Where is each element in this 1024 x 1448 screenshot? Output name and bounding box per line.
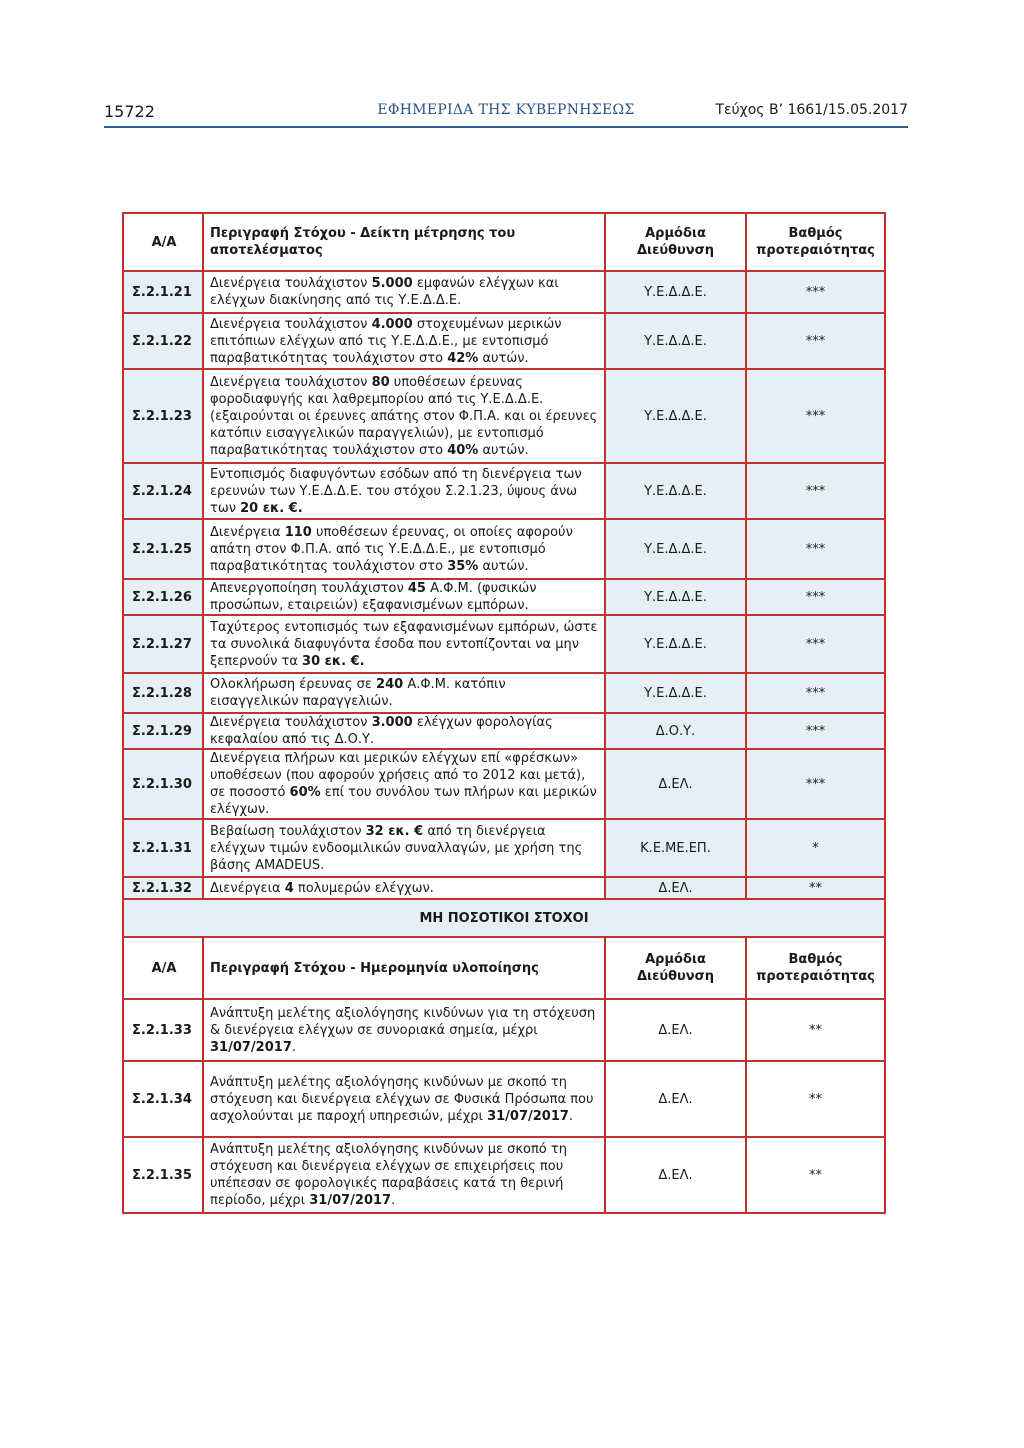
description-text: Διενέργεια τουλάχιστον xyxy=(210,316,372,332)
table-row xyxy=(123,673,885,713)
description-text: Διενέργεια xyxy=(210,880,285,896)
goal-priority: *** xyxy=(746,519,885,579)
goal-directorate: Υ.Ε.Δ.Δ.Ε. xyxy=(605,615,746,673)
goal-id: Σ.2.1.34 xyxy=(123,1061,203,1137)
goal-priority: *** xyxy=(746,369,885,463)
header-priority: Βαθμός προτεραιότητας xyxy=(746,213,885,271)
description-text: Ανάπτυξη μελέτης αξιολόγησης κινδύνων με σκοπό τη στόχευση και διενέργεια ελέγχων σε Φυσικά Πρόσωπα που ασχολούνται με παροχή υπηρεσιών, μέχρι xyxy=(210,1074,594,1124)
description-text: Α.Φ.Μ. κατόπιν εισαγγελικών παραγγελιών. xyxy=(210,677,506,709)
table-row xyxy=(123,819,885,877)
description-text: Διενέργεια τουλάχιστον xyxy=(210,715,372,730)
table-header-row xyxy=(123,937,885,999)
highlight-value: 4.000 xyxy=(371,316,413,332)
table-row xyxy=(123,749,885,819)
goal-directorate: Υ.Ε.Δ.Δ.Ε. xyxy=(605,673,746,713)
goal-id: Σ.2.1.28 xyxy=(123,673,203,713)
highlight-value: 45 xyxy=(407,581,426,596)
description-text: εμφανών ελέγχων και ελέγχων διακίνησης από τις Υ.Ε.Δ.Δ.Ε. xyxy=(210,276,559,308)
description-text: Βεβαίωση τουλάχιστον xyxy=(210,823,366,839)
highlight-value: 31/07/2017 xyxy=(309,1193,392,1208)
description-text: Απενεργοποίηση τουλάχιστον xyxy=(210,581,408,596)
goal-description xyxy=(203,1137,605,1213)
goal-description xyxy=(203,615,605,673)
page-number: 15722 xyxy=(104,102,155,121)
goal-priority: ** xyxy=(746,877,885,899)
goal-id: Σ.2.1.24 xyxy=(123,463,203,519)
highlight-value: 80 xyxy=(371,374,390,390)
goal-priority: ** xyxy=(746,1061,885,1137)
description-text: Διενέργεια τουλάχιστον xyxy=(210,276,372,291)
goal-priority: ** xyxy=(746,1137,885,1213)
goal-directorate: Υ.Ε.Δ.Δ.Ε. xyxy=(605,271,746,313)
header-directorate: Αρμόδια Διεύθυνση xyxy=(605,937,746,999)
gazette-title: ΕΦΗΜΕΡΙΔΑ ΤΗΣ ΚΥΒΕΡΝΗΣΕΩΣ xyxy=(377,102,635,118)
goal-id: Σ.2.1.35 xyxy=(123,1137,203,1213)
goals-table xyxy=(122,212,886,1214)
section-title: ΜΗ ΠΟΣΟΤΙΚΟΙ ΣΤΟΧΟΙ xyxy=(123,899,885,937)
goal-directorate: Δ.Ο.Υ. xyxy=(605,713,746,749)
highlight-value: 40% xyxy=(447,442,479,458)
highlight-value: 32 εκ. € xyxy=(365,823,424,839)
description-text: Διενέργεια xyxy=(210,524,285,540)
highlight-value: 31/07/2017 xyxy=(487,1108,569,1124)
description-text: Διενέργεια πλήρων και μερικών ελέγχων επί «φρέσκων» υποθέσεων (που αφορούν χρήσεις από το 2012 και μετά), σε ποσοστό xyxy=(210,751,586,800)
goals-table-body xyxy=(123,213,885,1213)
description-text: αυτών. xyxy=(478,558,529,574)
description-text: Διενέργεια τουλάχιστον xyxy=(210,374,372,390)
highlight-value: 20 εκ. €. xyxy=(240,500,303,516)
goal-description xyxy=(203,271,605,313)
header-priority: Βαθμός προτεραιότητας xyxy=(746,937,885,999)
table-row xyxy=(123,271,885,313)
table-row xyxy=(123,713,885,749)
description-text: Ανάπτυξη μελέτης αξιολόγησης κινδύνων με σκοπό τη στόχευση και διενέργεια ελέγχων σε επιχειρήσεις που υπέπεσαν σε φορολογικές παραβάσεις κατά τη θερινή περίοδο, μέχρι xyxy=(210,1142,567,1208)
description-text: Ολοκλήρωση έρευνας σε xyxy=(210,677,377,692)
table-row xyxy=(123,313,885,369)
description-text: . xyxy=(391,1193,396,1208)
header-aa: Α/Α xyxy=(123,937,203,999)
goal-directorate: Δ.ΕΛ. xyxy=(605,1061,746,1137)
goal-directorate: Υ.Ε.Δ.Δ.Ε. xyxy=(605,463,746,519)
description-text: αυτών. xyxy=(478,442,529,458)
description-text: Ανάπτυξη μελέτης αξιολόγησης κινδύνων για τη στόχευση & διενέργεια ελέγχων σε συνοριακά σημεία, μέχρι xyxy=(210,1005,596,1038)
goal-description xyxy=(203,313,605,369)
description-text: πολυμερών ελέγχων. xyxy=(293,880,434,896)
goal-id: Σ.2.1.21 xyxy=(123,271,203,313)
description-text: αυτών. xyxy=(478,350,529,366)
goal-id: Σ.2.1.30 xyxy=(123,749,203,819)
highlight-value: 240 xyxy=(376,677,404,692)
goal-description xyxy=(203,673,605,713)
description-text: στοχευμένων μερικών επιτόπιων ελέγχων από τις Υ.Ε.Δ.Δ.Ε., με εντοπισμό παραβατικότητας τουλάχιστον στο xyxy=(210,316,562,366)
goal-priority: *** xyxy=(746,463,885,519)
goal-description xyxy=(203,877,605,899)
table-header-row xyxy=(123,213,885,271)
goal-description xyxy=(203,819,605,877)
goal-directorate: Υ.Ε.Δ.Δ.Ε. xyxy=(605,519,746,579)
description-text: υποθέσεων έρευνας φοροδιαφυγής και λαθρεμπορίου από τις Υ.Ε.Δ.Δ.Ε. (εξαιρούνται οι έρευνες απάτης στον Φ.Π.Α. και οι έρευνες κατόπιν εισαγγελικών παραγγελιών), με εντοπισμό παραβατικότητας τουλάχιστον στο xyxy=(210,374,598,458)
goal-id: Σ.2.1.29 xyxy=(123,713,203,749)
header-description: Περιγραφή Στόχου - Ημερομηνία υλοποίησης xyxy=(203,937,605,999)
goal-priority: *** xyxy=(746,579,885,615)
highlight-value: 4 xyxy=(284,880,294,896)
description-text: Ταχύτερος εντοπισμός των εξαφανισμένων εμπόρων, ώστε τα συνολικά διαφυγόντα έσοδα που εντοπίζονται να μην ξεπερνούν τα xyxy=(210,619,598,669)
header-aa: Α/Α xyxy=(123,213,203,271)
goal-directorate: Υ.Ε.Δ.Δ.Ε. xyxy=(605,313,746,369)
table-row xyxy=(123,877,885,899)
goal-description xyxy=(203,713,605,749)
goal-description xyxy=(203,369,605,463)
goal-directorate: Δ.ΕΛ. xyxy=(605,1137,746,1213)
goal-directorate: Δ.ΕΛ. xyxy=(605,877,746,899)
goal-id: Σ.2.1.22 xyxy=(123,313,203,369)
table-row xyxy=(123,519,885,579)
goal-directorate: Υ.Ε.Δ.Δ.Ε. xyxy=(605,579,746,615)
highlight-value: 3.000 xyxy=(371,715,413,730)
goal-priority: *** xyxy=(746,673,885,713)
goal-priority: *** xyxy=(746,713,885,749)
goal-id: Σ.2.1.31 xyxy=(123,819,203,877)
description-text: Εντοπισμός διαφυγόντων εσόδων από τη διενέργεια των ερευνών των Υ.Ε.Δ.Δ.Ε. του στόχου Σ.2.1.23, ύψους άνω των xyxy=(210,466,582,516)
goal-description xyxy=(203,519,605,579)
goal-directorate: Δ.ΕΛ. xyxy=(605,749,746,819)
page-header xyxy=(104,98,908,128)
table-row xyxy=(123,1061,885,1137)
highlight-value: 42% xyxy=(447,350,479,366)
highlight-value: 110 xyxy=(284,524,312,540)
description-text: . xyxy=(291,1039,296,1055)
goal-directorate: Υ.Ε.Δ.Δ.Ε. xyxy=(605,369,746,463)
goal-description xyxy=(203,999,605,1061)
highlight-value: 30 εκ. €. xyxy=(302,653,365,669)
goal-id: Σ.2.1.23 xyxy=(123,369,203,463)
goal-priority: ** xyxy=(746,999,885,1061)
description-text: Α.Φ.Μ. (φυσικών προσώπων, εταιρειών) εξαφανισμένων εμπόρων. xyxy=(210,581,537,613)
goal-description xyxy=(203,749,605,819)
issue-info: Τεύχος Β’ 1661/15.05.2017 xyxy=(715,102,908,118)
goal-priority: *** xyxy=(746,749,885,819)
goal-priority: *** xyxy=(746,313,885,369)
goal-priority: *** xyxy=(746,615,885,673)
goal-id: Σ.2.1.27 xyxy=(123,615,203,673)
goal-id: Σ.2.1.26 xyxy=(123,579,203,615)
table-row xyxy=(123,369,885,463)
highlight-value: 5.000 xyxy=(371,276,413,291)
section-title-row xyxy=(123,899,885,937)
goal-priority: *** xyxy=(746,271,885,313)
header-directorate: Αρμόδια Διεύθυνση xyxy=(605,213,746,271)
goal-priority: * xyxy=(746,819,885,877)
table-row xyxy=(123,1137,885,1213)
goal-description xyxy=(203,1061,605,1137)
goal-directorate: Δ.ΕΛ. xyxy=(605,999,746,1061)
description-text: υποθέσεων έρευνας, οι οποίες αφορούν απάτη στον Φ.Π.Α. από τις Υ.Ε.Δ.Δ.Ε., με εντοπισμό παραβατικότητας τουλάχιστον στο xyxy=(210,524,573,574)
description-text: ελέγχων φορολογίας κεφαλαίου από τις Δ.Ο.Υ. xyxy=(210,715,553,747)
header-description: Περιγραφή Στόχου - Δείκτη μέτρησης του αποτελέσματος xyxy=(203,213,605,271)
table-row xyxy=(123,463,885,519)
goal-description xyxy=(203,579,605,615)
highlight-value: 35% xyxy=(447,558,479,574)
highlight-value: 60% xyxy=(289,785,321,800)
goal-id: Σ.2.1.33 xyxy=(123,999,203,1061)
table-row xyxy=(123,579,885,615)
description-text: επί του συνόλου των πλήρων και μερικών ελέγχων. xyxy=(210,785,597,817)
table-row xyxy=(123,615,885,673)
highlight-value: 31/07/2017 xyxy=(210,1039,292,1055)
goal-directorate: Κ.Ε.ΜΕ.ΕΠ. xyxy=(605,819,746,877)
goal-description xyxy=(203,463,605,519)
goal-id: Σ.2.1.25 xyxy=(123,519,203,579)
table-row xyxy=(123,999,885,1061)
goal-id: Σ.2.1.32 xyxy=(123,877,203,899)
description-text: από τη διενέργεια ελέγχων τιμών ενδοομιλικών συναλλαγών, με χρήση της βάσης AMADEUS. xyxy=(210,823,583,873)
description-text: . xyxy=(568,1108,574,1124)
